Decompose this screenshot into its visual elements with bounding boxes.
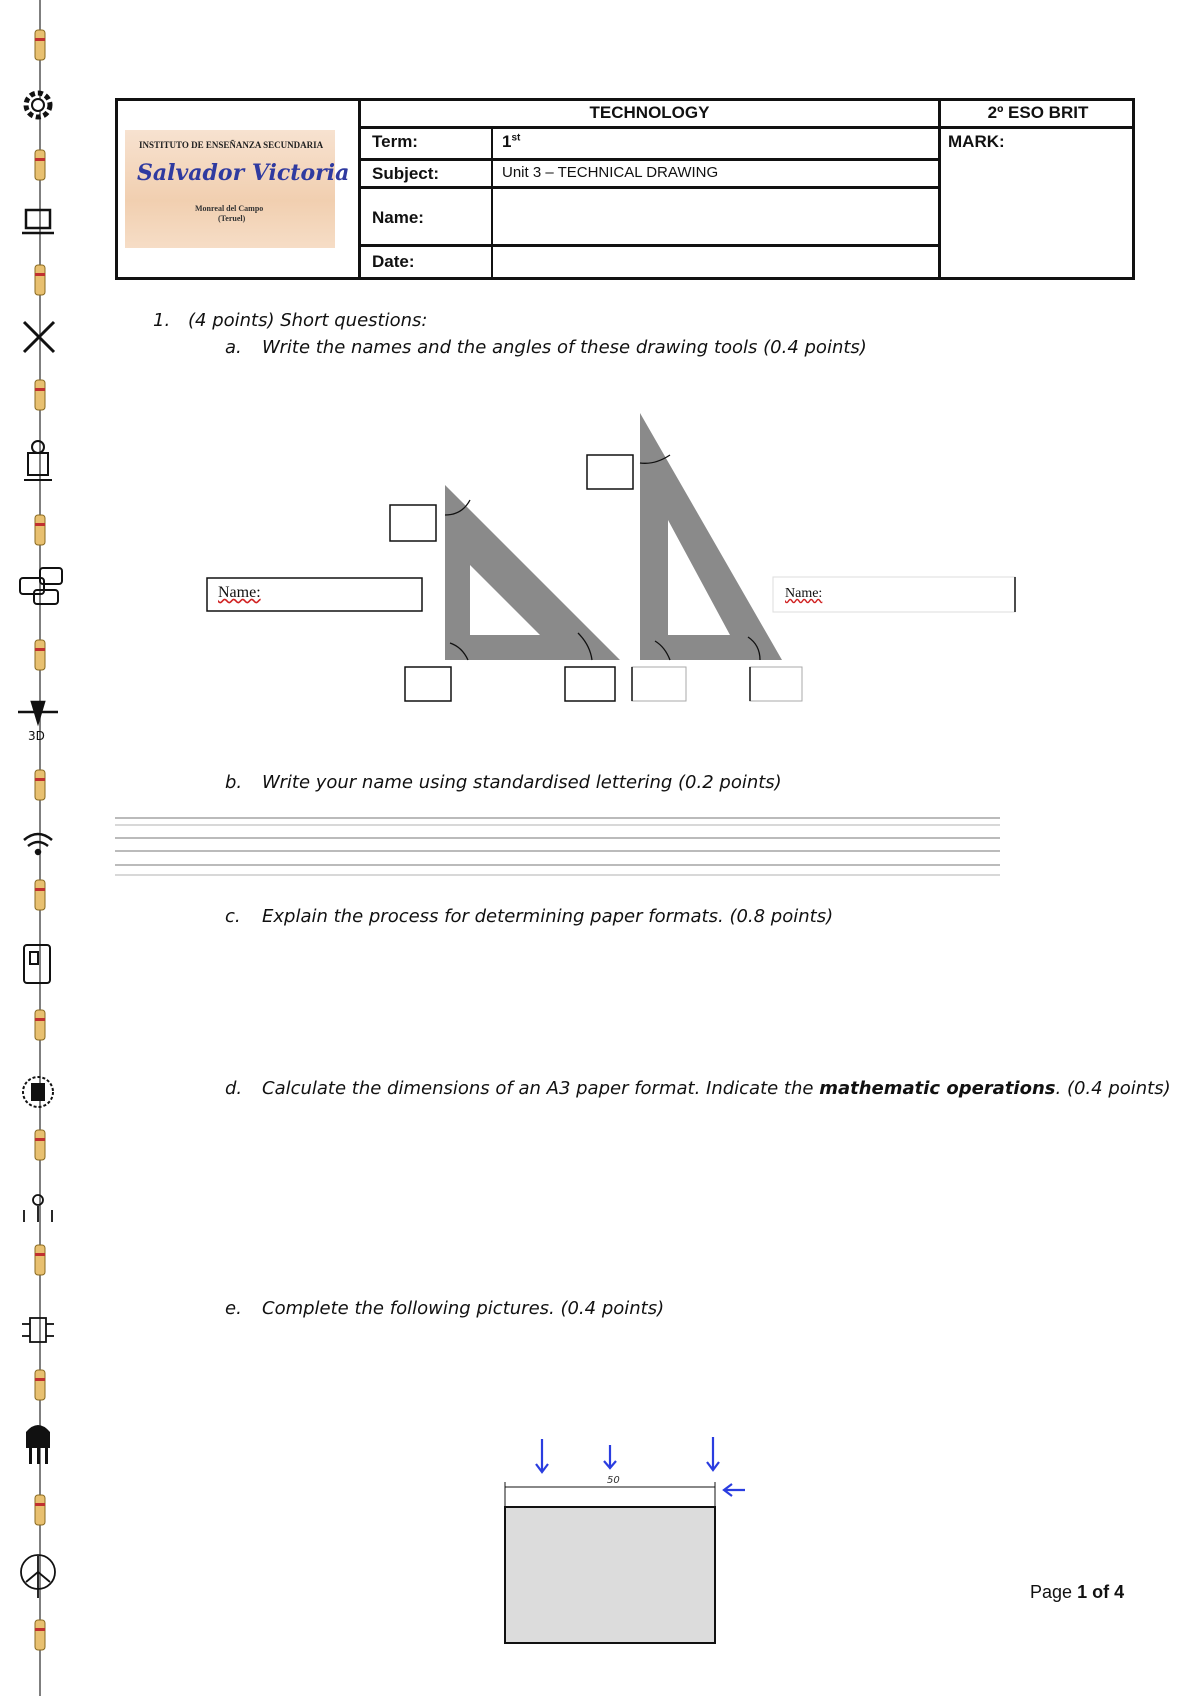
question-e-text: Complete the following pictures. (0.4 points): [262, 1298, 665, 1319]
course-label: 2º ESO BRIT: [987, 103, 1089, 122]
angle-box: [405, 667, 451, 701]
transistor-icon: [26, 1425, 50, 1464]
lettering-guidelines: [115, 815, 1000, 885]
header-divider: [358, 186, 938, 189]
page-word: Page: [1030, 1582, 1073, 1602]
question-e-number: e.: [225, 1298, 242, 1319]
set-square-30-60: [640, 413, 782, 660]
question-a-text: Write the names and the angles of these drawing tools (0.4 points): [262, 337, 867, 358]
logo-institute-line: INSTITUTO DE ENSEÑANZA SECUNDARIA: [139, 140, 324, 150]
question-d-text-after: . (0.4 points): [1055, 1078, 1171, 1099]
laptop-icon: [22, 210, 54, 233]
term-number: 1: [502, 132, 512, 151]
date-label: Date:: [372, 252, 415, 271]
subject-title: TECHNOLOGY: [589, 103, 710, 122]
wifi-icon: [24, 834, 52, 854]
header-divider: [491, 126, 493, 280]
set-squares-figure: [200, 405, 1030, 705]
question-b-text: Write your name using standardised lettering (0.2 points): [262, 772, 782, 793]
wind-turbine-icon: [21, 1555, 55, 1598]
question-b-number: b.: [225, 772, 243, 793]
question-1-number: 1.: [153, 310, 171, 331]
page-total: 4: [1114, 1582, 1125, 1602]
right-name-label: Name:: [785, 586, 823, 601]
subject-label: Subject:: [372, 164, 440, 183]
header-divider: [358, 126, 1135, 129]
question-d-number: d.: [225, 1078, 243, 1099]
subject-value: Unit 3 – TECHNICAL DRAWING: [502, 164, 719, 181]
dimension-label: 50: [607, 1475, 620, 1486]
left-decorative-strip: [0, 0, 80, 1696]
term-value: [502, 132, 520, 152]
question-d-text: [262, 1078, 1171, 1099]
angle-box: [565, 667, 615, 701]
circuit-board-icon: [24, 945, 50, 983]
gear-icon: [26, 93, 50, 117]
logo-town: Monreal del Campo: [195, 204, 264, 213]
tools-icon: [24, 322, 54, 352]
dimensioned-rectangle-figure: [495, 1435, 755, 1650]
mark-label: MARK:: [948, 132, 1005, 151]
term-label: Term:: [372, 132, 418, 151]
question-c-text: Explain the process for determining paper formats. (0.8 points): [262, 906, 834, 927]
term-suffix: st: [511, 132, 521, 144]
school-logo: [125, 130, 350, 248]
set-square-45: [445, 485, 620, 660]
question-d-text-bold: mathematic operations: [819, 1078, 1056, 1099]
name-label: Name:: [372, 208, 424, 227]
robot-icon: [24, 441, 52, 480]
page-current: 1: [1077, 1582, 1088, 1602]
gray-rectangle: [505, 1507, 715, 1643]
chat-icon: [20, 568, 62, 604]
logo-province: (Teruel): [218, 214, 246, 223]
question-1-text: (4 points) Short questions:: [188, 310, 428, 331]
header-divider: [358, 244, 938, 247]
page-number: [1030, 1582, 1124, 1603]
motor-icon: [23, 1077, 53, 1107]
question-d-text-before: Calculate the dimensions of an A3 paper format. Indicate the: [262, 1078, 820, 1099]
page-of-word: of: [1092, 1582, 1110, 1602]
3d-printer-icon: [18, 702, 58, 743]
angle-box: [632, 667, 686, 701]
left-name-label: Name:: [218, 584, 261, 601]
svg-text:3D: 3D: [28, 729, 45, 743]
header-divider: [358, 158, 938, 161]
chip-icon: [22, 1318, 54, 1342]
sensor-icon: [24, 1195, 52, 1222]
question-a-number: a.: [225, 337, 242, 358]
question-c-number: c.: [225, 906, 241, 927]
angle-box: [390, 505, 436, 541]
angle-box: [587, 455, 633, 489]
logo-school-name: Salvador Victoria: [137, 160, 350, 186]
angle-box: [750, 667, 802, 701]
